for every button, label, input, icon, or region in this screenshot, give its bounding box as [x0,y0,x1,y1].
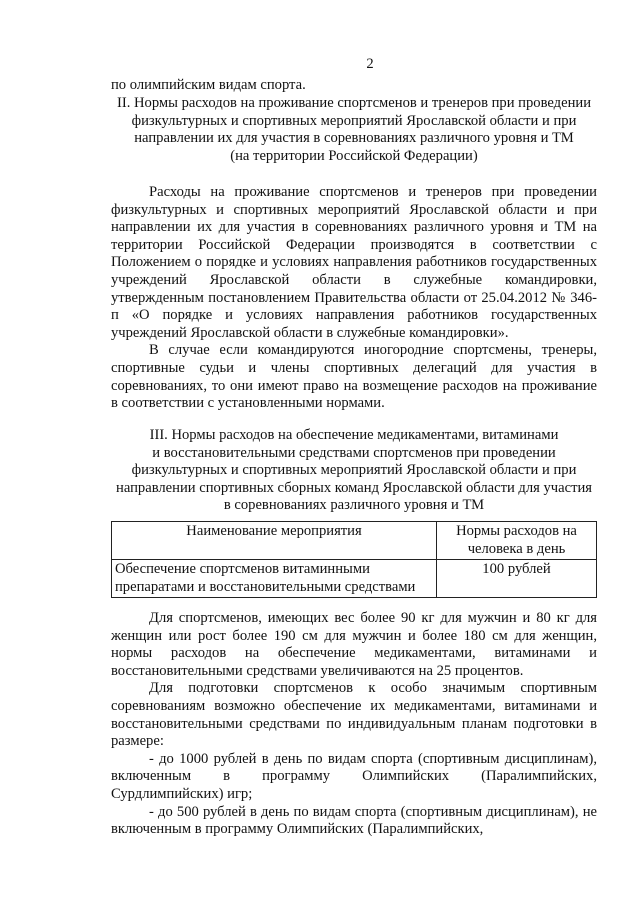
paragraph: Для спортсменов, имеющих вес более 90 кг для мужчин и 80 кг для женщин или рост более 190 см для мужчин и более 180 см для женщин, нормы расходов на обеспечение медикаментами, витаминами и восстановительными средствами увеличиваются на 25 процентов. [111,610,597,679]
table-header-row [112,522,597,560]
page-number: 2 [366,56,374,72]
heading-line: (на территории Российской Федерации) [230,147,478,164]
continuation-line: по олимпийским видам спорта. [111,77,306,93]
section-3-body [111,610,597,839]
norms-table [111,521,597,598]
table-cell: Обеспечение спортсменов витаминными препаратами и восстановительными средствами [112,560,437,598]
list-item: - до 1000 рублей в день по видам спорта (спортивным дисциплинам), включенным в программу Олимпийских (Паралимпийских, Сурдлимпийских) игр; [111,750,597,802]
heading-line: направлении их для участия в соревнованиях различного уровня и ТМ [134,130,574,147]
heading-line: направлении спортивных сборных команд Ярославской области для участия [116,479,592,496]
heading-line: физкультурных и спортивных мероприятий Ярославской области и при [131,462,577,479]
table-row [112,560,597,598]
heading-line: в соревнованиях различного уровня и ТМ [223,497,485,514]
section-2-heading [111,95,597,165]
table-cell: 100 рублей [437,560,597,598]
list-item: - до 500 рублей в день по видам спорта (спортивным дисциплинам), не включенным в программу Олимпийских (Паралимпийских, [111,803,597,838]
heading-line: и восстановительными средствами спортсменов при проведении [152,444,556,461]
paragraph: В случае если командируются иногородние спортсмены, тренеры, спортивные судьи и члены спортивных делегаций для участия в соревнованиях, то они имеют право на возмещение расходов на проживание в соответствии с установленными нормами. [111,342,597,412]
heading-line: III. Нормы расходов на обеспечение медикаментами, витаминами [149,427,559,443]
section-2-body [111,184,597,413]
heading-line: физкультурных и спортивных мероприятий Ярославской области и при [131,112,577,129]
table-header-cell: Наименование мероприятия [112,522,437,560]
paragraph: Расходы на проживание спортсменов и тренеров при проведении физкультурных и спортивных мероприятий Ярославской области и при направлении их для участия в соревнованиях различного уровня и ТМ на территории Российской Федерации производятся в соответствии с Положением о порядке и условиях направления работников государственных учреждений Ярославской области в служебные командировки, утвержденным постановлением Правительства области от 25.04.2012 № 346-п «О порядке и условиях направления работников государственных учреждений Ярославской области в служебные командировки». [111,184,597,341]
section-3-heading [111,427,597,515]
table-header-cell: Нормы расходов на человека в день [437,522,597,560]
heading-line: II. Нормы расходов на проживание спортсменов и тренеров при проведении [116,95,592,111]
paragraph: Для подготовки спортсменов к особо значимым спортивным соревнованиям возможно обеспечение их медикаментами, витаминами и восстановительными средствами по индивидуальным планам подготовки в размере: [111,680,597,750]
